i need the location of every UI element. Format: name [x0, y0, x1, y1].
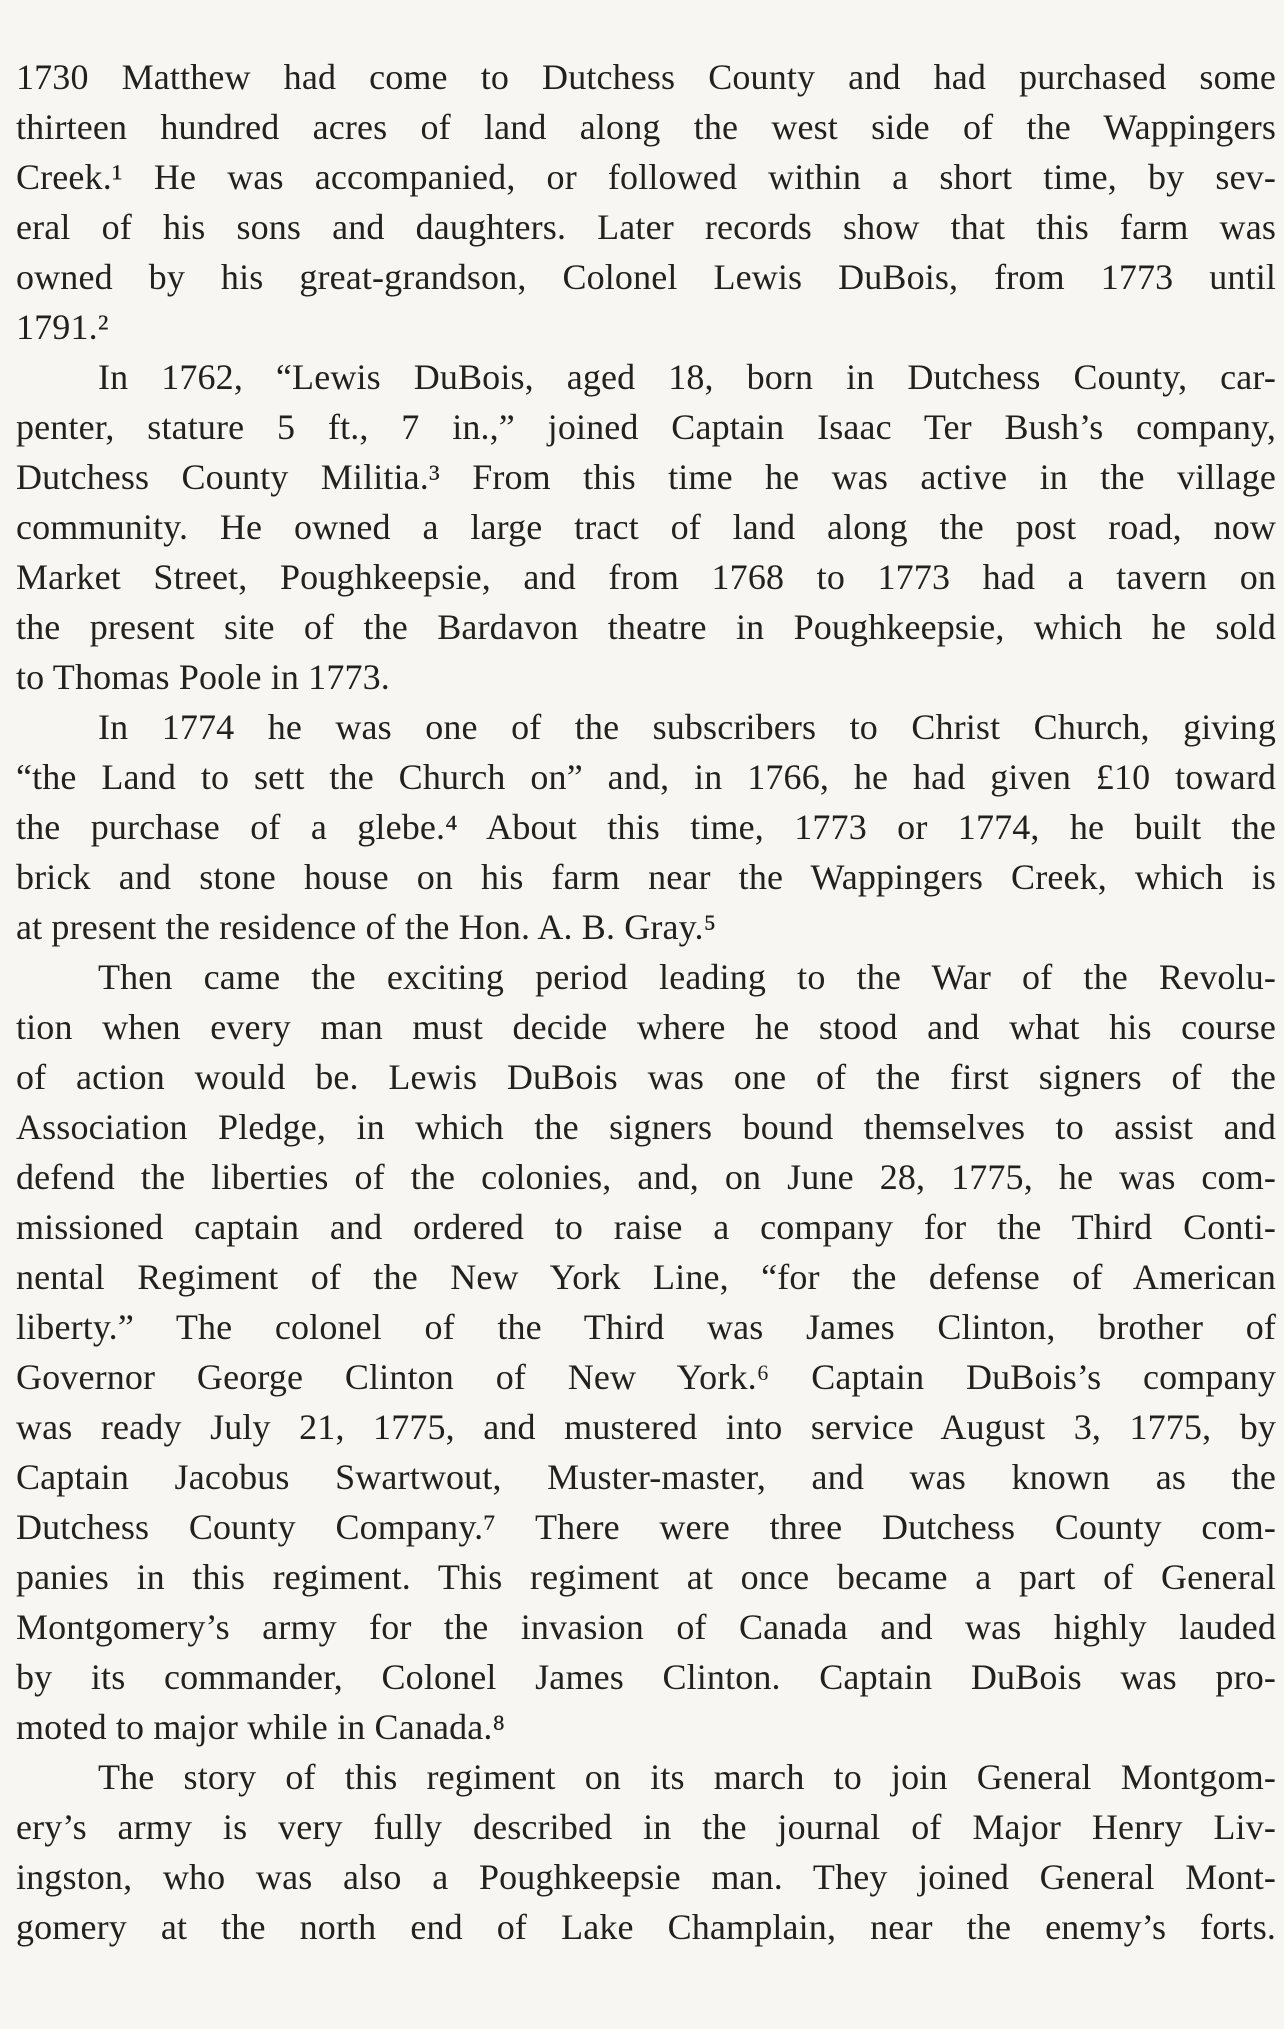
- text-line: ingston, who was also a Poughkeepsie man. They joined General Mont-: [16, 1857, 1276, 1897]
- text-line: thirteen hundred acres of land along the west side of the Wappingers: [16, 107, 1276, 147]
- text-line: The story of this regiment on its march to join General Montgom-: [98, 1757, 1276, 1797]
- text-line: of action would be. Lewis DuBois was one of the first signers of the: [16, 1057, 1276, 1097]
- paragraph-2: [16, 352, 1276, 702]
- text-line: “the Land to sett the Church on” and, in 1766, he had given £10 toward: [16, 757, 1276, 797]
- text-line: 1791.²: [16, 307, 109, 347]
- text-line: moted to major while in Canada.⁸: [16, 1707, 506, 1747]
- text-line: gomery at the north end of Lake Champlain, near the enemy’s forts.: [16, 1907, 1276, 1947]
- text-line: owned by his great-grandson, Colonel Lewis DuBois, from 1773 until: [16, 257, 1276, 297]
- text-line: panies in this regiment. This regiment at once became a part of General: [16, 1557, 1276, 1597]
- text-line: the purchase of a glebe.⁴ About this time, 1773 or 1774, he built the: [16, 807, 1276, 847]
- paragraph-1: [16, 52, 1276, 352]
- text-line: by its commander, Colonel James Clinton. Captain DuBois was pro-: [16, 1657, 1276, 1697]
- paragraph-5: [16, 1752, 1276, 1952]
- text-line: Dutchess County Company.⁷ There were three Dutchess County com-: [16, 1507, 1276, 1547]
- text-line: brick and stone house on his farm near the Wappingers Creek, which is: [16, 857, 1276, 897]
- text-line: community. He owned a large tract of land along the post road, now: [16, 507, 1276, 547]
- text-line: to Thomas Poole in 1773.: [16, 657, 390, 697]
- text-line: In 1762, “Lewis DuBois, aged 18, born in Dutchess County, car-: [98, 357, 1276, 397]
- text-line: at present the residence of the Hon. A. B. Gray.⁵: [16, 907, 717, 947]
- text-line: the present site of the Bardavon theatre in Poughkeepsie, which he sold: [16, 607, 1276, 647]
- text-line: Dutchess County Militia.³ From this time he was active in the village: [16, 457, 1276, 497]
- text-line: liberty.” The colonel of the Third was James Clinton, brother of: [16, 1307, 1276, 1347]
- text-line: Creek.¹ He was accompanied, or followed within a short time, by sev-: [16, 157, 1276, 197]
- text-line: Market Street, Poughkeepsie, and from 1768 to 1773 had a tavern on: [16, 557, 1276, 597]
- text-line: ery’s army is very fully described in the journal of Major Henry Liv-: [16, 1807, 1276, 1847]
- text-line: In 1774 he was one of the subscribers to Christ Church, giving: [98, 707, 1276, 747]
- text-line: Captain Jacobus Swartwout, Muster-master, and was known as the: [16, 1457, 1276, 1497]
- paragraph-3: [16, 702, 1276, 952]
- paragraph-4: [16, 952, 1276, 1752]
- text-line: was ready July 21, 1775, and mustered into service August 3, 1775, by: [16, 1407, 1276, 1447]
- text-line: Association Pledge, in which the signers bound themselves to assist and: [16, 1107, 1276, 1147]
- text-line: Montgomery’s army for the invasion of Canada and was highly lauded: [16, 1607, 1276, 1647]
- text-line: Governor George Clinton of New York.⁶ Captain DuBois’s company: [16, 1357, 1276, 1397]
- text-line: 1730 Matthew had come to Dutchess County and had purchased some: [16, 57, 1276, 97]
- text-line: eral of his sons and daughters. Later records show that this farm was: [16, 207, 1276, 247]
- text-line: defend the liberties of the colonies, and, on June 28, 1775, he was com-: [16, 1157, 1276, 1197]
- text-line: Then came the exciting period leading to the War of the Revolu-: [98, 957, 1276, 997]
- text-line: missioned captain and ordered to raise a company for the Third Conti-: [16, 1207, 1276, 1247]
- text-line: penter, stature 5 ft., 7 in.,” joined Captain Isaac Ter Bush’s company,: [16, 407, 1276, 447]
- text-line: tion when every man must decide where he stood and what his course: [16, 1007, 1276, 1047]
- text-line: nental Regiment of the New York Line, “for the defense of American: [16, 1257, 1276, 1297]
- document-page: [16, 52, 1276, 1952]
